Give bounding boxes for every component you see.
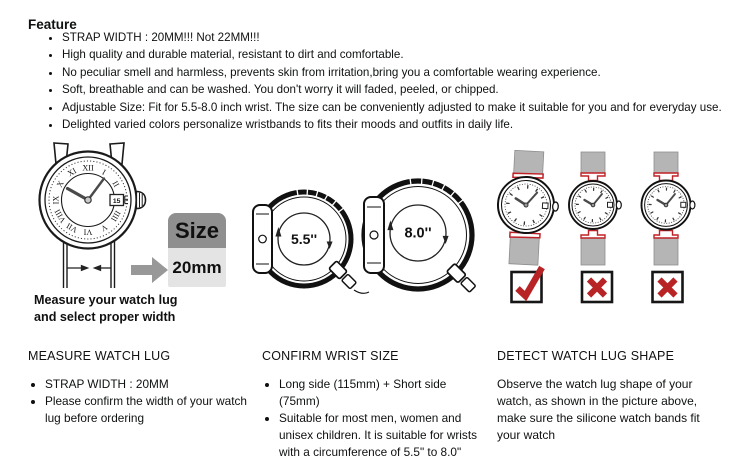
column-measure-watch-lug [28, 349, 254, 427]
size-label: Size [168, 213, 226, 248]
wrist-loop-small [253, 189, 369, 293]
feature-list [46, 29, 722, 133]
hands-hub [85, 197, 91, 203]
svg-text:VI: VI [83, 228, 92, 237]
svg-text:V: V [99, 222, 109, 233]
column-confirm-wrist-size [262, 349, 484, 461]
column-bullet: • Please confirm the width of your watch lug before ordering [45, 393, 254, 427]
lug-watch-notched-1 [569, 152, 621, 265]
column-detect-lug-shape [497, 349, 721, 444]
feature-item: • Delighted varied colors personalize wristbands to fits their moods and outfits in daily life. [62, 116, 722, 133]
column-bullet-list [28, 376, 254, 427]
strap-bottom [654, 238, 678, 265]
column-paragraph: Observe the watch lug shape of your watch, as shown in the picture above, make sure the silicone watch bands fit your watch [497, 376, 721, 444]
svg-text:VII: VII [65, 221, 80, 235]
strap-top [581, 152, 605, 173]
svg-text:I: I [101, 168, 108, 177]
svg-text:XII: XII [82, 164, 94, 173]
column-heading: CONFIRM WRIST SIZE [262, 349, 484, 363]
column-bullet-list [262, 376, 484, 461]
size-badge [168, 213, 226, 287]
measure-caption [34, 292, 177, 325]
crown [552, 202, 558, 211]
strap-bottom [509, 237, 539, 265]
wrist-large-label: 8.0'' [404, 226, 431, 242]
svg-text:XI: XI [66, 166, 78, 178]
svg-text:VIII: VIII [53, 207, 68, 224]
feature-item: • Adjustable Size: Fit for 5.5-8.0 inch wrist. The size can be conveniently adjusted to make it suitable for you and for everyday use. [62, 99, 722, 116]
strap-top [654, 152, 678, 173]
column-bullet: • Long side (115mm) + Short side (75mm) [279, 376, 484, 410]
svg-text:IX: IX [52, 196, 61, 205]
size-value: 20mm [168, 248, 226, 287]
column-bullet: • Suitable for most men, women and unisex children. It is suitable for wrists with a circumference of 5.5" to 8.0" [279, 410, 484, 461]
lug-watch-straight [495, 150, 561, 266]
column-heading: DETECT WATCH LUG SHAPE [497, 349, 721, 363]
strap-bottom [581, 238, 605, 265]
svg-text:X: X [55, 179, 66, 189]
feature-item: • STRAP WIDTH : 20MM!!! Not 22MM!!! [62, 29, 722, 46]
crown [136, 192, 145, 209]
strap-top [514, 150, 544, 174]
pointer-arrow-icon [131, 257, 168, 288]
lug-watch-notched-2 [642, 152, 695, 265]
column-bullet: • STRAP WIDTH : 20MM [45, 376, 254, 393]
lug-junction-bottom [581, 231, 605, 239]
column-heading: MEASURE WATCH LUG [28, 349, 254, 363]
lug-junction-bottom [654, 231, 678, 239]
wrist-small-label: 5.5'' [291, 231, 317, 247]
lug-shape-illustration [492, 150, 717, 308]
measure-caption-line1: Measure your watch lug [34, 292, 177, 309]
measure-caption-line2: and select proper width [34, 309, 177, 326]
crown [616, 201, 621, 209]
feature-item: • Soft, breathable and can be washed. You don't worry it will faded, peeled, or chipped. [62, 81, 722, 98]
wrist-size-illustration [250, 153, 480, 321]
feature-heading: Feature [28, 17, 77, 32]
date-value: 15 [113, 198, 121, 205]
svg-text:II: II [110, 179, 121, 188]
feature-item: • High quality and durable material, resistant to dirt and comfortable. [62, 46, 722, 63]
feature-item: • No peculiar smell and harmless, prevents skin from irritation,bring you a comfortable wearing experience. [62, 64, 722, 81]
lug-junction-top [581, 173, 605, 181]
lug-measure-arrows [67, 266, 111, 271]
svg-text:IIII: IIII [109, 209, 122, 223]
crown [690, 201, 695, 209]
lug-junction-top [654, 173, 678, 181]
wrist-loop-large [364, 178, 476, 293]
